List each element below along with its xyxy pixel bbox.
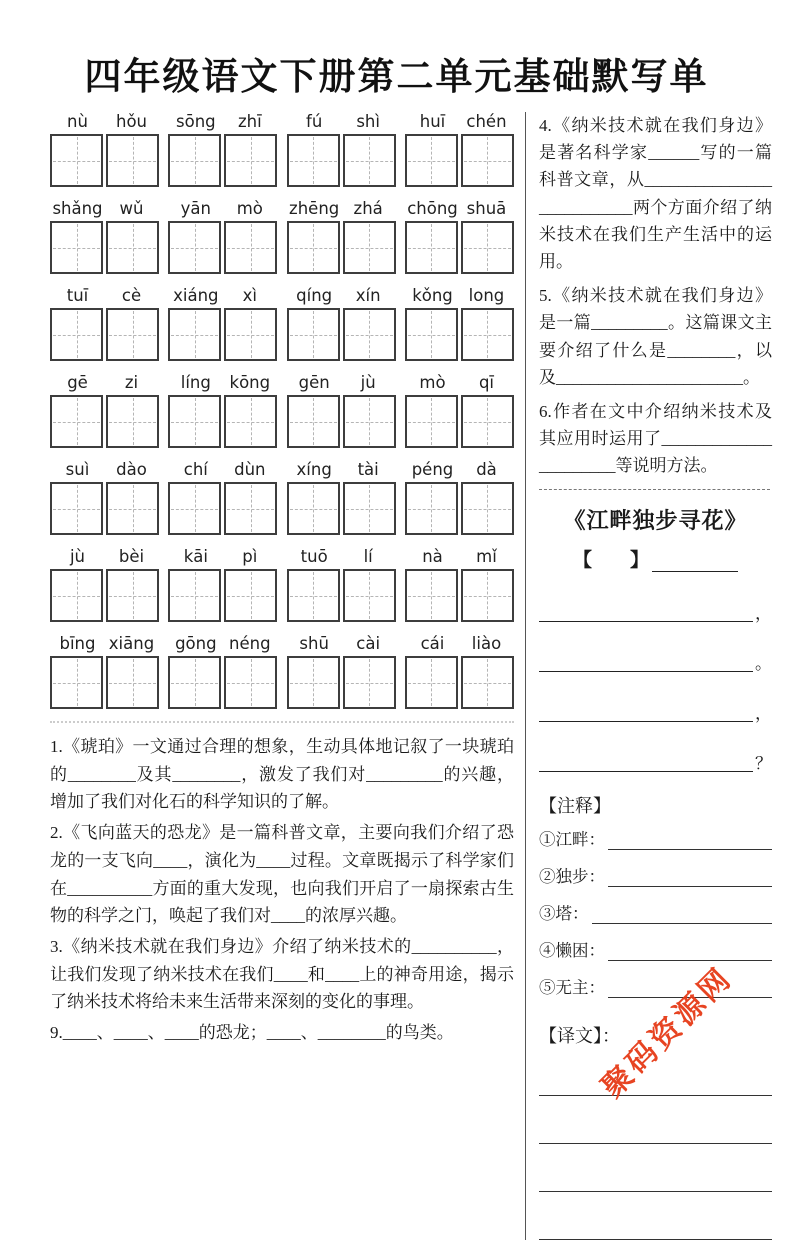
pinyin-syllable: nà (422, 547, 443, 566)
writing-box (343, 308, 396, 361)
poem-punctuation: ， (755, 704, 772, 724)
questions-left (50, 733, 514, 1047)
pinyin-line (168, 547, 277, 566)
box-pair (168, 134, 277, 187)
box-pair (287, 482, 396, 535)
writing-box (50, 656, 103, 709)
word-group (287, 373, 396, 448)
pinyin-syllable: hǒu (115, 112, 147, 131)
box-pair (50, 308, 159, 361)
pinyin-row (50, 460, 514, 535)
pinyin-syllable: dùn (234, 460, 266, 479)
question-item: 5.《纳米技术就在我们身边》是一篇_________。这篇课文主要介绍了什么是________，以及______________________。 (539, 286, 772, 387)
pinyin-line (50, 199, 159, 218)
poem-author-line (539, 545, 772, 572)
pinyin-line (287, 634, 396, 653)
writing-box (50, 134, 103, 187)
pinyin-syllable: zhá (353, 199, 383, 218)
word-group (168, 634, 277, 709)
word-group (50, 199, 159, 274)
word-group (168, 373, 277, 448)
box-pair (405, 134, 514, 187)
pinyin-syllable: dào (116, 460, 147, 479)
writing-box (224, 134, 277, 187)
writing-box (405, 569, 458, 622)
writing-box (287, 656, 340, 709)
pinyin-syllable: shuā (466, 199, 507, 218)
pinyin-syllable: nù (67, 112, 88, 131)
pinyin-line (287, 460, 396, 479)
writing-box (461, 308, 514, 361)
pinyin-line (405, 373, 514, 392)
writing-box (343, 134, 396, 187)
pinyin-syllable: xiāng (108, 634, 155, 653)
pinyin-syllable: chōng (407, 199, 458, 218)
writing-box (50, 395, 103, 448)
note-label: ⑤无主： (539, 978, 605, 998)
question-item: 3.《纳米技术就在我们身边》介绍了纳米技术的__________，让我们发现了纳米技术在我们____和____上的神奇用途，揭示了纳米技术将给未来生活带来深刻的变化的事理。 (50, 936, 514, 1012)
writing-box (168, 308, 221, 361)
pinyin-syllable: sōng (176, 112, 216, 131)
box-pair (405, 569, 514, 622)
writing-box (224, 221, 277, 274)
pinyin-line (168, 634, 277, 653)
pinyin-line (50, 112, 159, 131)
word-group (287, 286, 396, 361)
pinyin-line (50, 460, 159, 479)
box-pair (50, 656, 159, 709)
note-item (539, 900, 772, 924)
pinyin-syllable: tài (357, 460, 379, 479)
pinyin-syllable: liào (471, 634, 502, 653)
box-pair (50, 395, 159, 448)
box-pair (50, 221, 159, 274)
box-pair (168, 221, 277, 274)
box-pair (405, 656, 514, 709)
box-pair (405, 395, 514, 448)
page-title: 四年级语文下册第二单元基础默写单 (84, 57, 709, 98)
poem-line (539, 705, 772, 722)
writing-box (224, 569, 277, 622)
poem-line (539, 755, 772, 772)
writing-box (343, 395, 396, 448)
writing-box (287, 134, 340, 187)
word-group (168, 460, 277, 535)
writing-box (405, 656, 458, 709)
pinyin-syllable: mò (236, 199, 263, 218)
pinyin-syllable: zi (124, 373, 139, 392)
pinyin-line (405, 112, 514, 131)
poem-title: 《江畔独步寻花》 (563, 508, 748, 534)
poem-author-bracket: 【 】 (572, 550, 649, 572)
blank-rule (608, 873, 772, 887)
poem-punctuation: ， (755, 604, 772, 624)
writing-box (168, 569, 221, 622)
pinyin-line (50, 286, 159, 305)
pinyin-syllable: yān (180, 199, 211, 218)
writing-box (168, 482, 221, 535)
word-group (50, 112, 159, 187)
writing-box (461, 221, 514, 274)
notes-header: 【注释】 (539, 796, 611, 817)
pinyin-syllable: xì (242, 286, 257, 305)
pinyin-line (168, 373, 277, 392)
translation-lines (539, 1048, 772, 1240)
writing-box (50, 308, 103, 361)
question-item: 4.《纳米技术就在我们身边》是著名科学家______写的一篇科普文章，从__________________________两个方面介绍了纳米技术在我们生产生活中的运用。 (539, 116, 772, 271)
writing-box (168, 221, 221, 274)
note-label: ①江畔： (539, 830, 605, 850)
pinyin-syllable: tuī (66, 286, 89, 305)
writing-box (106, 482, 159, 535)
writing-box (287, 482, 340, 535)
box-pair (168, 308, 277, 361)
pinyin-syllable: tuō (300, 547, 328, 566)
pinyin-syllable: xín (355, 286, 381, 305)
pinyin-syllable: shū (299, 634, 329, 653)
box-pair (405, 482, 514, 535)
pinyin-syllable: dà (476, 460, 497, 479)
writing-box (287, 308, 340, 361)
writing-box (343, 482, 396, 535)
pinyin-syllable: kāi (183, 547, 208, 566)
writing-box (168, 395, 221, 448)
note-item (539, 863, 772, 887)
word-group (405, 547, 514, 622)
pinyin-line (50, 547, 159, 566)
pinyin-syllable: mǐ (476, 547, 497, 566)
writing-box (461, 656, 514, 709)
writing-box (168, 656, 221, 709)
note-label: ②独步： (539, 867, 605, 887)
pinyin-syllable: bīng (59, 634, 96, 653)
pinyin-line (287, 112, 396, 131)
poem-separator (539, 489, 770, 490)
pinyin-syllable: lí (363, 547, 373, 566)
pinyin-row (50, 634, 514, 709)
pinyin-syllable: suì (65, 460, 90, 479)
word-group (287, 547, 396, 622)
writing-box (224, 395, 277, 448)
pinyin-syllable: chén (466, 112, 507, 131)
word-group (287, 199, 396, 274)
writing-box (405, 134, 458, 187)
writing-box (405, 308, 458, 361)
pinyin-syllable: cè (121, 286, 142, 305)
pinyin-syllable: bèi (118, 547, 145, 566)
pinyin-syllable: cài (356, 634, 381, 653)
writing-box (106, 134, 159, 187)
word-group (405, 112, 514, 187)
translation-header: 【译文】： (539, 1026, 620, 1047)
writing-box (405, 395, 458, 448)
box-pair (287, 221, 396, 274)
writing-box (287, 221, 340, 274)
pinyin-syllable: mò (419, 373, 446, 392)
poem-line (539, 605, 772, 622)
pinyin-line (287, 286, 396, 305)
pinyin-syllable: gēn (298, 373, 330, 392)
pinyin-syllable: zhī (237, 112, 262, 131)
pinyin-line (405, 547, 514, 566)
blank-rule (539, 757, 753, 772)
box-pair (50, 569, 159, 622)
writing-box (405, 482, 458, 535)
pinyin-syllable: néng (229, 634, 271, 653)
box-pair (168, 395, 277, 448)
pinyin-line (168, 460, 277, 479)
writing-box (461, 134, 514, 187)
box-pair (287, 395, 396, 448)
question-item: 2.《飞向蓝天的恐龙》是一篇科普文章，主要向我们介绍了恐龙的一支飞向____，演化为____过程。文章既揭示了科学家们在__________方面的重大发现，也向我们开启了一扇探索古生物的科学之门，唤起了我们对____的浓厚兴趣。 (50, 823, 514, 926)
pinyin-syllable: wǔ (119, 199, 144, 218)
pinyin-syllable: long (468, 286, 505, 305)
pinyin-syllable: gē (67, 373, 88, 392)
box-pair (50, 134, 159, 187)
content (50, 112, 772, 1240)
word-group (50, 373, 159, 448)
pinyin-syllable: cái (420, 634, 445, 653)
pinyin-syllable: gōng (175, 634, 217, 653)
pinyin-syllable: qíng (296, 286, 333, 305)
pinyin-line (405, 634, 514, 653)
writing-box (461, 569, 514, 622)
pinyin-syllable: xiáng (173, 286, 219, 305)
poem-punctuation: 。 (755, 654, 772, 674)
note-label: ④懒困： (539, 941, 605, 961)
word-group (50, 547, 159, 622)
word-group (168, 286, 277, 361)
box-pair (405, 308, 514, 361)
pinyin-grid (50, 112, 514, 709)
pinyin-syllable: pì (242, 547, 258, 566)
writing-box (343, 656, 396, 709)
writing-box (224, 482, 277, 535)
writing-box (405, 221, 458, 274)
poem-lines (539, 605, 772, 772)
word-group (287, 112, 396, 187)
pinyin-syllable: jù (360, 373, 376, 392)
pinyin-syllable: qī (478, 373, 495, 392)
note-label: ③塔： (539, 904, 589, 924)
word-group (168, 547, 277, 622)
word-group (405, 199, 514, 274)
pinyin-line (50, 634, 159, 653)
translation-line (539, 1192, 772, 1240)
pinyin-syllable: jù (69, 547, 86, 566)
section-separator (50, 721, 514, 723)
pinyin-syllable: zhēng (289, 199, 340, 218)
pinyin-line (50, 373, 159, 392)
writing-box (461, 482, 514, 535)
box-pair (50, 482, 159, 535)
pinyin-syllable: péng (411, 460, 454, 479)
blank-rule (539, 707, 753, 722)
box-pair (168, 482, 277, 535)
translation-line (539, 1144, 772, 1192)
watermark: 聚码资源网 (595, 960, 740, 1105)
pinyin-line (168, 286, 277, 305)
poem-section (539, 504, 772, 772)
pinyin-row (50, 112, 514, 187)
writing-box (106, 308, 159, 361)
box-pair (168, 656, 277, 709)
writing-box (461, 395, 514, 448)
writing-box (224, 308, 277, 361)
pinyin-row (50, 547, 514, 622)
box-pair (287, 656, 396, 709)
pinyin-line (405, 199, 514, 218)
pinyin-syllable: shì (356, 112, 380, 131)
pinyin-line (405, 286, 514, 305)
writing-box (106, 656, 159, 709)
pinyin-line (168, 199, 277, 218)
word-group (168, 199, 277, 274)
box-pair (287, 134, 396, 187)
pinyin-syllable: xíng (296, 460, 332, 479)
writing-box (343, 221, 396, 274)
pinyin-syllable: líng (180, 373, 211, 392)
pinyin-line (287, 199, 396, 218)
blank-rule (539, 657, 753, 672)
pinyin-syllable: kōng (229, 373, 271, 392)
writing-box (106, 395, 159, 448)
pinyin-line (287, 547, 396, 566)
poem-author-blank (652, 550, 738, 572)
poem-punctuation: ？ (755, 754, 772, 774)
question-item: 9.____、____、____的恐龙；____、________的鸟类。 (50, 1023, 454, 1043)
writing-box (106, 569, 159, 622)
word-group (405, 373, 514, 448)
note-item (539, 826, 772, 850)
pinyin-line (168, 112, 277, 131)
word-group (405, 634, 514, 709)
word-group (168, 112, 277, 187)
blank-rule (592, 910, 773, 924)
pinyin-row (50, 286, 514, 361)
writing-box (343, 569, 396, 622)
left-column (50, 112, 514, 1240)
word-group (50, 460, 159, 535)
pinyin-row (50, 199, 514, 274)
writing-box (50, 482, 103, 535)
pinyin-line (405, 460, 514, 479)
pinyin-syllable: huī (419, 112, 446, 131)
writing-box (287, 395, 340, 448)
blank-rule (608, 836, 772, 850)
writing-box (106, 221, 159, 274)
box-pair (287, 308, 396, 361)
pinyin-syllable: chí (183, 460, 208, 479)
word-group (287, 460, 396, 535)
word-group (405, 460, 514, 535)
pinyin-syllable: shǎng (52, 199, 103, 218)
box-pair (168, 569, 277, 622)
pinyin-syllable: fú (306, 112, 323, 131)
writing-box (50, 221, 103, 274)
word-group (50, 286, 159, 361)
pinyin-line (287, 373, 396, 392)
word-group (50, 634, 159, 709)
poem-line (539, 655, 772, 672)
question-item: 6.作者在文中介绍纳米技术及其应用时运用了______________________等说明方法。 (539, 401, 772, 476)
writing-box (287, 569, 340, 622)
writing-box (50, 569, 103, 622)
questions-right (539, 112, 772, 479)
pinyin-row (50, 373, 514, 448)
word-group (405, 286, 514, 361)
question-item: 1.《琥珀》一文通过合理的想象，生动具体地记叙了一块琥珀的________及其________，激发了我们对_________的兴趣，增加了我们对化石的科学知识的了解。 (50, 737, 514, 812)
pinyin-syllable: kǒng (412, 286, 453, 305)
box-pair (405, 221, 514, 274)
box-pair (287, 569, 396, 622)
writing-box (168, 134, 221, 187)
writing-box (224, 656, 277, 709)
word-group (287, 634, 396, 709)
blank-rule (539, 607, 753, 622)
